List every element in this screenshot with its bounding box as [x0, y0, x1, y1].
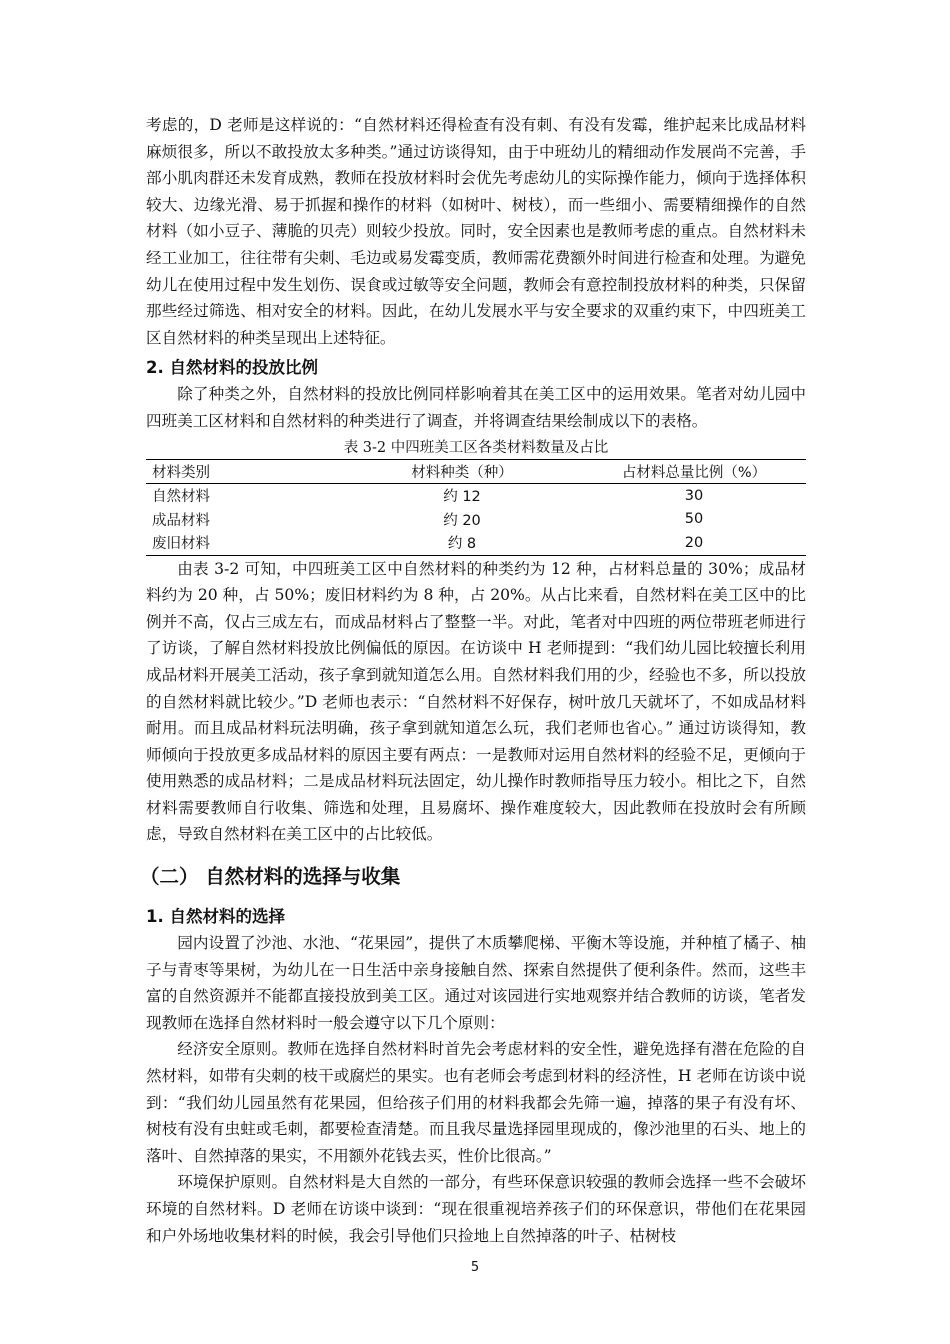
- document-body: [140, 112, 806, 1249]
- header-types: 材料种类（种）: [411, 464, 513, 481]
- cell-proportion: 50: [684, 511, 704, 528]
- cell-category: 自然材料: [152, 489, 210, 506]
- table-caption: 表 3-2 中四班美工区各类材料数量及占比: [343, 439, 609, 456]
- table-row: [146, 508, 806, 532]
- subheading-proportion: 2. 自然材料的投放比例: [146, 358, 318, 378]
- cell-category: 废旧材料: [152, 536, 210, 553]
- cell-proportion: 30: [684, 487, 704, 504]
- cell-types: 约 8: [447, 536, 477, 553]
- materials-table: [146, 459, 806, 556]
- paragraph-2: 除了种类之外，自然材料的投放比例同样影响着其在美工区中的运用效果。笔者对幼儿园中四班美工区材料和自然材料的种类进行了调查，并将调查结果绘制成以下的表格。: [146, 385, 806, 430]
- table-header-row: [146, 459, 806, 484]
- table-row: [146, 484, 806, 508]
- paragraph-6: 环境保护原则。自然材料是大自然的一部分，有些环保意识较强的教师会选择一些不会破坏环境的自然材料。D 老师在访谈中谈到：“现在很重视培养孩子们的环保意识，带他们在花果园和户外场地收集材料的时候，我会引导他们只捡地上自然掉落的叶子、枯树枝: [146, 1173, 806, 1245]
- cell-proportion: 20: [684, 534, 704, 551]
- paragraph-1: 考虑的，D 老师是这样说的：“自然材料还得检查有没有刺、有没有发霉，维护起来比成品材料麻烦很多，所以不敢投放太多种类。”通过访谈得知，由于中班幼儿的精细动作发展尚不完善，手部小肌肉群还未发育成熟，教师在投放材料时会优先考虑幼儿的实际操作能力，倾向于选择体积较大、边缘光滑、易于抓握和操作的材料（如树叶、树枝），而一些细小、需要精细操作的自然材料（如小豆子、薄脆的贝壳）则较少投放。同时，安全因素也是教师考虑的重点。自然材料未经工业加工，往往带有尖刺、毛边或易发霉变质，教师需花费额外时间进行检查和处理。为避免幼儿在使用过程中发生划伤、误食或过敏等安全问题，教师会有意控制投放材料的种类，只保留那些经过筛选、相对安全的材料。因此，在幼儿发展水平与安全要求的双重约束下，中四班美工区自然材料的种类呈现出上述特征。: [146, 116, 806, 347]
- paragraph-3: 由表 3-2 可知，中四班美工区中自然材料的种类约为 12 种，占材料总量的 30%；成品材料约为 20 种，占 50%；废旧材料约为 8 种，占 20%。从占比来看，自然材料在美工区中的比例并不高，仅占三成左右，而成品材料占了整整一半。对此，笔者对中四班的两位带班老师进行了访谈，了解自然材料投放比例偏低的原因。在访谈中 H 老师提到：“我们幼儿园比较擅长利用成品材料开展美工活动，孩子拿到就知道怎么用。自然材料我们用的少，经验也不多，所以投放的自然材料就比较少。”D 老师也表示：“自然材料不好保存，树叶放几天就坏了，不如成品材料耐用。而且成品材料玩法明确，孩子拿到就知道怎么玩，我们老师也省心。” 通过访谈得知，教师倾向于投放更多成品材料的原因主要有两点：一是教师对运用自然材料的经验不足，更倾向于使用熟悉的成品材料；二是成品材料玩法固定，幼儿操作时教师指导压力较小。相比之下，自然材料需要教师自行收集、筛选和处理，且易腐坏、操作难度较大，因此教师在投放时会有所顾虑，导致自然材料在美工区中的占比较低。: [146, 559, 806, 844]
- paragraph-5: 经济安全原则。教师在选择自然材料时首先会考虑材料的安全性，避免选择有潜在危险的自然材料，如带有尖刺的枝干或腐烂的果实。也有老师会考虑到材料的经济性，H 老师在访谈中说到：“我们幼儿园虽然有花果园，但给孩子们用的材料我都会先筛一遍，掉落的果子有没有坏、树枝有没有虫蛀或毛刺，都要检查清楚。而且我尽量选择园里现成的，像沙池里的石头、地上的落叶、自然掉落的果实，不用额外花钱去买，性价比很高。”: [146, 1040, 806, 1165]
- header-proportion: 占材料总量比例（%）: [621, 464, 767, 481]
- table-row: [146, 531, 806, 555]
- page-number: 5: [470, 1260, 480, 1275]
- cell-types: 约 20: [443, 512, 481, 529]
- header-category: 材料类别: [152, 464, 210, 481]
- section-heading: （二） 自然材料的选择与收集: [140, 865, 401, 889]
- subheading-selection: 1. 自然材料的选择: [146, 907, 285, 927]
- cell-category: 成品材料: [152, 512, 210, 529]
- paragraph-4: 园内设置了沙池、水池、“花果园”，提供了木质攀爬梯、平衡木等设施，并种植了橘子、柚子与青枣等果树，为幼儿在一日生活中亲身接触自然、探索自然提供了便利条件。然而，这些丰富的自然资源并不能都直接投放到美工区。通过对该园进行实地观察并结合教师的访谈，笔者发现教师在选择自然材料时一般会遵守以下几个原则：: [146, 934, 806, 1032]
- cell-types: 约 12: [443, 489, 481, 506]
